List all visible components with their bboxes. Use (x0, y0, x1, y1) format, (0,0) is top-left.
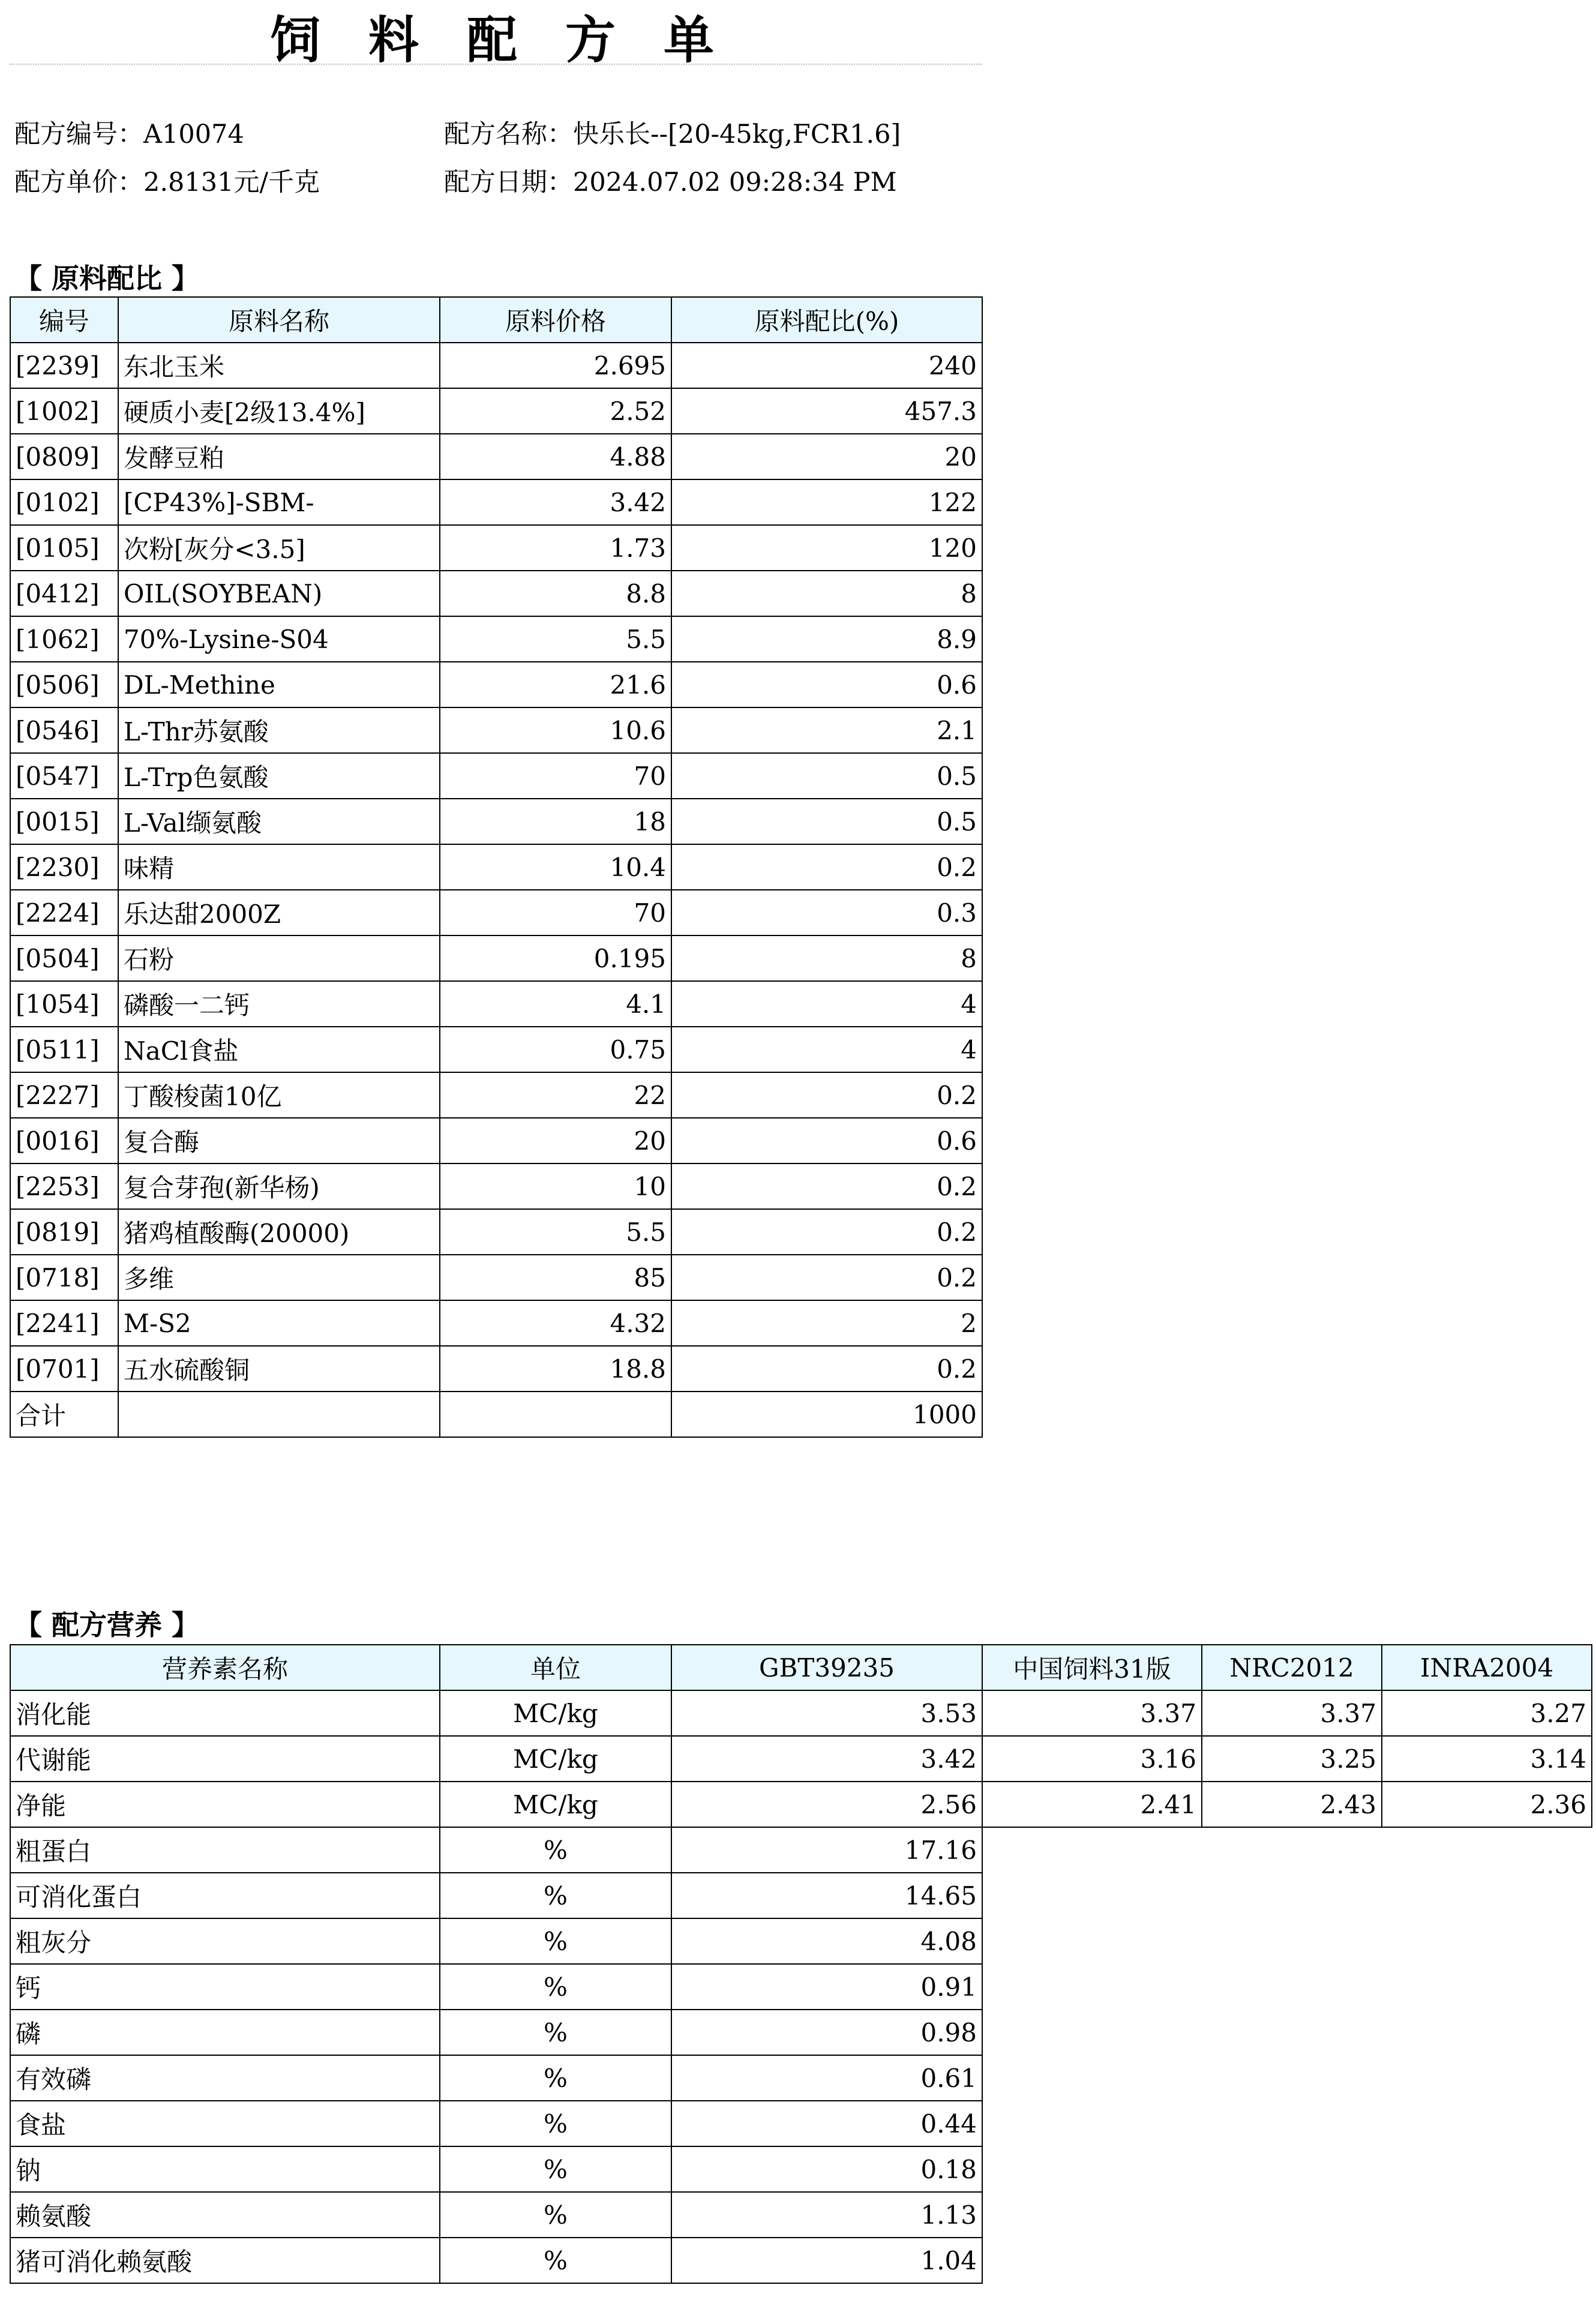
table-row (10, 2101, 1592, 2146)
table-cell: 10.4 (440, 844, 671, 890)
table-cell: 2.52 (440, 388, 671, 434)
table-cell: 22 (440, 1072, 671, 1118)
table-cell: [2253] (10, 1164, 118, 1209)
column-header: 编号 (10, 297, 118, 343)
table-cell: MC/kg (440, 1690, 671, 1736)
table-cell: [0819] (10, 1209, 118, 1255)
table-row (10, 1964, 1592, 2010)
table-cell: [2224] (10, 890, 118, 935)
table-cell: % (440, 1873, 671, 1918)
table-cell: 0.98 (671, 2010, 982, 2055)
table-cell: 0.18 (671, 2146, 982, 2192)
table-row (10, 753, 982, 799)
table-row (10, 1690, 1592, 1736)
table-cell: 净能 (10, 1782, 440, 1827)
table-cell: DL-Methine (118, 662, 440, 707)
table-cell: 0.2 (671, 1255, 982, 1300)
table-cell: 五水硫酸铜 (118, 1346, 440, 1392)
table-row (10, 707, 982, 753)
table-row (10, 890, 982, 935)
empty-cell (982, 1918, 1202, 1964)
table-cell: 4.88 (440, 434, 671, 479)
table-cell: 1.13 (671, 2192, 982, 2238)
table-cell: 122 (671, 479, 982, 525)
table-cell: [2241] (10, 1300, 118, 1346)
table-cell: 0.3 (671, 890, 982, 935)
table-cell: 0.44 (671, 2101, 982, 2146)
table-cell: 14.65 (671, 1873, 982, 1918)
table-row (10, 2238, 1592, 2283)
table-cell: 0.5 (671, 753, 982, 799)
table-cell: 4 (671, 981, 982, 1027)
table-cell: % (440, 2101, 671, 2146)
table-cell: M-S2 (118, 1300, 440, 1346)
empty-cell (1202, 1918, 1382, 1964)
table-header-row (10, 297, 982, 343)
table-cell: L-Trp色氨酸 (118, 753, 440, 799)
empty-cell (1382, 2101, 1592, 2146)
table-cell: [0809] (10, 434, 118, 479)
table-cell: 8.9 (671, 616, 982, 662)
table-cell: [0547] (10, 753, 118, 799)
total-label: 合计 (10, 1392, 118, 1437)
table-cell: 2.56 (671, 1782, 982, 1827)
table-cell: % (440, 2010, 671, 2055)
table-cell: 0.61 (671, 2055, 982, 2101)
table-cell: 代谢能 (10, 1736, 440, 1782)
table-cell: [0016] (10, 1118, 118, 1164)
table-cell: 1.04 (671, 2238, 982, 2283)
column-header: 中国饲料31版 (982, 1645, 1202, 1690)
table-cell: [0511] (10, 1027, 118, 1072)
table-cell: 3.14 (1382, 1736, 1592, 1782)
table-cell: 0.2 (671, 1346, 982, 1392)
table-cell: 20 (440, 1118, 671, 1164)
table-cell: 钠 (10, 2146, 440, 2192)
table-cell: [0546] (10, 707, 118, 753)
table-cell: 3.37 (982, 1690, 1202, 1736)
table-cell: 5.5 (440, 1209, 671, 1255)
table-cell: 5.5 (440, 616, 671, 662)
table-row (10, 1346, 982, 1392)
table-header-row (10, 1645, 1592, 1690)
table-cell: 2.36 (1382, 1782, 1592, 1827)
table-cell: 4.1 (440, 981, 671, 1027)
table-cell: 石粉 (118, 935, 440, 981)
table-row (10, 662, 982, 707)
table-cell: [0105] (10, 525, 118, 571)
table-cell: 复合芽孢(新华杨) (118, 1164, 440, 1209)
table-cell: 457.3 (671, 388, 982, 434)
empty-cell (1382, 1827, 1592, 1873)
table-cell: L-Thr苏氨酸 (118, 707, 440, 753)
empty-cell (1202, 1827, 1382, 1873)
empty-cell (1202, 2010, 1382, 2055)
empty-cell (1202, 2055, 1382, 2101)
table-cell: 钙 (10, 1964, 440, 2010)
table-row (10, 388, 982, 434)
column-header: NRC2012 (1202, 1645, 1382, 1690)
nutrition-table (10, 1644, 1592, 2284)
table-cell: [1002] (10, 388, 118, 434)
table-cell: 0.2 (671, 1209, 982, 1255)
table-cell: 0.2 (671, 1164, 982, 1209)
table-cell: % (440, 1827, 671, 1873)
empty-cell (982, 1827, 1202, 1873)
table-row (10, 525, 982, 571)
title-char: 配 (466, 10, 517, 70)
table-row (10, 844, 982, 890)
table-cell: 多维 (118, 1255, 440, 1300)
title-char: 料 (368, 10, 419, 70)
formula-price: 配方单价：2.8131元/千克 (14, 167, 320, 197)
empty-cell (982, 2238, 1202, 2283)
formula-name: 配方名称：快乐长--[20-45kg,FCR1.6] (444, 119, 901, 149)
empty-cell (1202, 1873, 1382, 1918)
table-cell: 磷 (10, 2010, 440, 2055)
table-cell: L-Val缬氨酸 (118, 799, 440, 844)
empty-cell (982, 2101, 1202, 2146)
table-cell: 猪鸡植酸酶(20000) (118, 1209, 440, 1255)
table-cell: 2.695 (440, 343, 671, 388)
table-cell: 磷酸一二钙 (118, 981, 440, 1027)
table-row (10, 1118, 982, 1164)
total-row (10, 1392, 982, 1437)
document-title (0, 0, 984, 70)
table-cell: [0506] (10, 662, 118, 707)
table-cell: 0.2 (671, 1072, 982, 1118)
table-cell: 3.42 (440, 479, 671, 525)
table-cell: [1054] (10, 981, 118, 1027)
empty-cell (1382, 2146, 1592, 2192)
table-cell: 4.32 (440, 1300, 671, 1346)
column-header: 营养素名称 (10, 1645, 440, 1690)
table-cell: [0412] (10, 571, 118, 616)
table-cell: [CP43%]-SBM- (118, 479, 440, 525)
empty-cell (982, 1964, 1202, 2010)
ingredients-table-body (10, 343, 982, 1437)
table-row (10, 434, 982, 479)
table-cell: 0.2 (671, 844, 982, 890)
table-row (10, 1827, 1592, 1873)
table-cell: 4.08 (671, 1918, 982, 1964)
table-cell: 3.27 (1382, 1690, 1592, 1736)
table-row (10, 479, 982, 525)
table-row (10, 2010, 1592, 2055)
empty-cell (1382, 2238, 1592, 2283)
table-cell: [0701] (10, 1346, 118, 1392)
table-cell: 可消化蛋白 (10, 1873, 440, 1918)
empty-cell (1382, 2010, 1592, 2055)
table-cell: 8.8 (440, 571, 671, 616)
table-cell: 3.42 (671, 1736, 982, 1782)
table-cell: % (440, 1964, 671, 2010)
table-cell: 丁酸梭菌10亿 (118, 1072, 440, 1118)
empty-cell (982, 2010, 1202, 2055)
table-cell: [0718] (10, 1255, 118, 1300)
table-cell: % (440, 2055, 671, 2101)
table-cell: [0504] (10, 935, 118, 981)
table-cell: 2.43 (1202, 1782, 1382, 1827)
table-cell: 120 (671, 525, 982, 571)
title-char: 方 (565, 10, 616, 70)
table-cell: NaCl食盐 (118, 1027, 440, 1072)
table-cell: MC/kg (440, 1782, 671, 1827)
table-row (10, 1782, 1592, 1827)
table-row (10, 799, 982, 844)
table-cell: % (440, 2238, 671, 2283)
table-row (10, 1027, 982, 1072)
empty-cell (982, 2055, 1202, 2101)
table-cell: 发酵豆粕 (118, 434, 440, 479)
table-cell: 0.6 (671, 662, 982, 707)
nutrition-section-title: 【 配方营养 】 (14, 1609, 200, 1641)
empty-cell (1382, 1964, 1592, 2010)
table-cell: 3.53 (671, 1690, 982, 1736)
table-cell: 0.75 (440, 1027, 671, 1072)
ingredients-table (10, 296, 983, 1438)
table-row (10, 571, 982, 616)
table-cell: 消化能 (10, 1690, 440, 1736)
table-cell: 味精 (118, 844, 440, 890)
table-cell: 240 (671, 343, 982, 388)
ingredients-section-title: 【 原料配比 】 (14, 262, 200, 295)
table-row (10, 1072, 982, 1118)
empty-cell (982, 1873, 1202, 1918)
table-cell: 猪可消化赖氨酸 (10, 2238, 440, 2283)
table-cell: 乐达甜2000Z (118, 890, 440, 935)
table-cell: 2 (671, 1300, 982, 1346)
table-row (10, 1255, 982, 1300)
total-value: 1000 (671, 1392, 982, 1437)
empty-cell (1202, 2101, 1382, 2146)
table-cell: [0015] (10, 799, 118, 844)
table-cell: 食盐 (10, 2101, 440, 2146)
table-row (10, 1736, 1592, 1782)
table-cell: 1.73 (440, 525, 671, 571)
table-cell: 3.16 (982, 1736, 1202, 1782)
table-cell: 复合酶 (118, 1118, 440, 1164)
table-cell: % (440, 2192, 671, 2238)
table-cell: 有效磷 (10, 2055, 440, 2101)
table-cell: 3.37 (1202, 1690, 1382, 1736)
table-cell: 10.6 (440, 707, 671, 753)
formula-date: 配方日期：2024.07.02 09:28:34 PM (444, 167, 897, 197)
table-cell: 20 (671, 434, 982, 479)
column-header: 原料配比(%) (671, 297, 982, 343)
table-cell: OIL(SOYBEAN) (118, 571, 440, 616)
column-header: 原料价格 (440, 297, 671, 343)
table-cell: 85 (440, 1255, 671, 1300)
empty-cell (1202, 2146, 1382, 2192)
table-row (10, 2055, 1592, 2101)
nutrition-table-body (10, 1690, 1592, 2283)
table-row (10, 2192, 1592, 2238)
table-row (10, 935, 982, 981)
table-row (10, 981, 982, 1027)
table-cell: [0102] (10, 479, 118, 525)
table-cell: % (440, 2146, 671, 2192)
column-header: GBT39235 (671, 1645, 982, 1690)
table-cell: 0.6 (671, 1118, 982, 1164)
table-cell: 70%-Lysine-S04 (118, 616, 440, 662)
table-row (10, 1164, 982, 1209)
table-cell: 粗灰分 (10, 1918, 440, 1964)
table-cell: 18 (440, 799, 671, 844)
table-cell: 4 (671, 1027, 982, 1072)
table-cell: 8 (671, 571, 982, 616)
table-cell: MC/kg (440, 1736, 671, 1782)
column-header: 原料名称 (118, 297, 440, 343)
table-row (10, 1918, 1592, 1964)
table-cell: 粗蛋白 (10, 1827, 440, 1873)
table-cell: 0.91 (671, 1964, 982, 2010)
table-cell: 2.1 (671, 707, 982, 753)
table-cell: 0.5 (671, 799, 982, 844)
table-cell: [1062] (10, 616, 118, 662)
table-cell: 0.195 (440, 935, 671, 981)
table-cell (440, 1392, 671, 1437)
title-char: 单 (664, 10, 715, 70)
table-cell: % (440, 1918, 671, 1964)
table-row (10, 1873, 1592, 1918)
table-cell: 硬质小麦[2级13.4%] (118, 388, 440, 434)
empty-cell (1382, 1873, 1592, 1918)
empty-cell (982, 2146, 1202, 2192)
empty-cell (1382, 2192, 1592, 2238)
table-row (10, 616, 982, 662)
table-cell: 18.8 (440, 1346, 671, 1392)
table-cell (118, 1392, 440, 1437)
table-row (10, 2146, 1592, 2192)
table-cell: 70 (440, 890, 671, 935)
formula-code: 配方编号：A10074 (14, 119, 244, 149)
table-cell: 17.16 (671, 1827, 982, 1873)
empty-cell (1202, 2238, 1382, 2283)
table-row (10, 1300, 982, 1346)
column-header: 单位 (440, 1645, 671, 1690)
table-row (10, 1209, 982, 1255)
table-cell: 赖氨酸 (10, 2192, 440, 2238)
table-cell: 21.6 (440, 662, 671, 707)
table-cell: 70 (440, 753, 671, 799)
empty-cell (1202, 1964, 1382, 2010)
empty-cell (1202, 2192, 1382, 2238)
table-cell: [2239] (10, 343, 118, 388)
empty-cell (1382, 2055, 1592, 2101)
table-cell: 3.25 (1202, 1736, 1382, 1782)
title-char: 饲 (269, 10, 320, 70)
table-cell: [2230] (10, 844, 118, 890)
table-row (10, 343, 982, 388)
table-cell: [2227] (10, 1072, 118, 1118)
table-cell: 东北玉米 (118, 343, 440, 388)
table-cell: 10 (440, 1164, 671, 1209)
empty-cell (982, 2192, 1202, 2238)
table-cell: 8 (671, 935, 982, 981)
title-divider (10, 64, 982, 65)
table-cell: 2.41 (982, 1782, 1202, 1827)
empty-cell (1382, 1918, 1592, 1964)
table-cell: 次粉[灰分<3.5] (118, 525, 440, 571)
column-header: INRA2004 (1382, 1645, 1592, 1690)
